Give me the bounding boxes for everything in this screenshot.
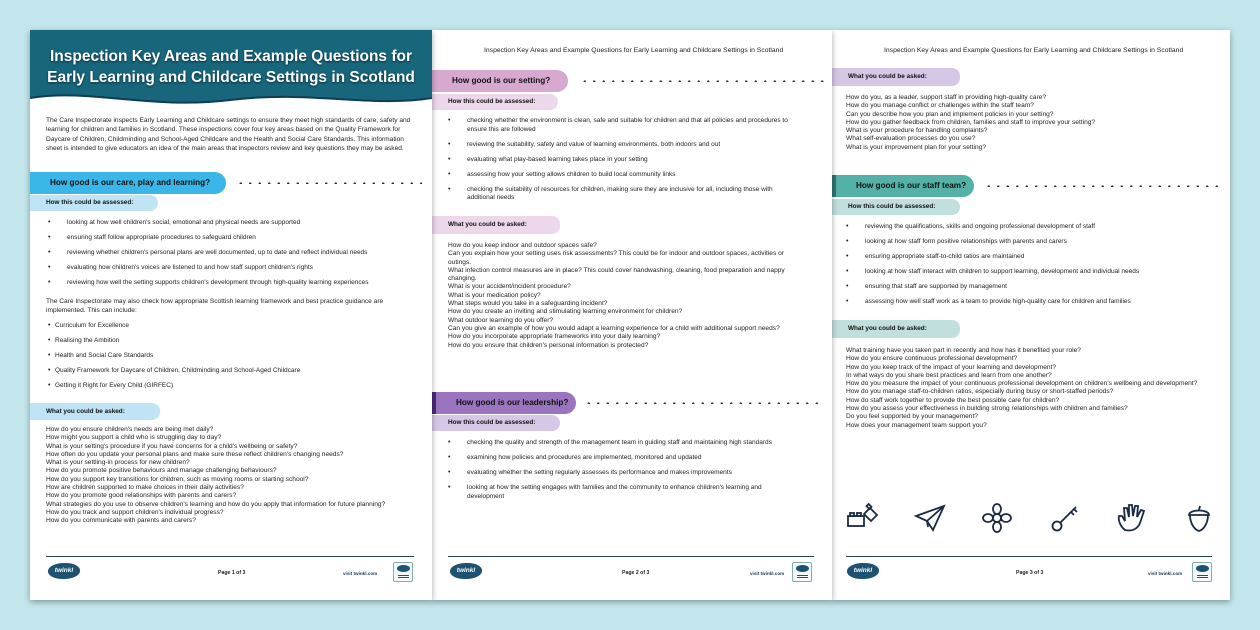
visit-link[interactable]: visit twinkl.com (750, 571, 785, 576)
key-icon (1048, 502, 1082, 534)
title-banner (30, 30, 432, 106)
assessed-list (438, 439, 778, 508)
list-item: • evaluating whether the setting regularly assesses its performance and makes improvements (438, 469, 778, 478)
question: How might you support a child who is struggling day to day? (46, 434, 222, 442)
question: How do you promote good relationships with parents and carers? (46, 492, 237, 500)
assessed-list (38, 219, 428, 294)
subheading-assessed: How this could be assessed: (30, 195, 158, 211)
subheading-asked: What you could be asked: (432, 216, 560, 234)
list-item: • looking at how staff form positive relationships with parents and carers (836, 238, 1216, 247)
question: How does your management team support you? (846, 421, 987, 429)
quality-badge-icon (1192, 562, 1212, 582)
document-page-2 (432, 30, 832, 600)
question: What is your settling-in process for new children? (46, 459, 190, 467)
section-heading-setting: How good is our setting? (432, 70, 568, 92)
page-number: Page 1 of 3 (218, 570, 246, 576)
section-heading-leadership: How good is our leadership? (432, 392, 576, 414)
question: How do staff work together to provide the best possible care for children? (846, 396, 1060, 404)
question: Can you describe how you plan and implement policies in your setting? (846, 110, 1054, 118)
document-page-1 (30, 30, 432, 600)
subheading-asked: What you could be asked: (832, 320, 960, 338)
document-title (30, 46, 432, 88)
question: How do you assess your effectiveness in building strong relationships with children and families? (846, 405, 1128, 413)
section-heading-staff-team: How good is our staff team? (832, 175, 974, 197)
question: How do you gather feedback from children, families and staff to improve your setting? (846, 118, 1096, 126)
list-item: • reviewing the suitability, safety and value of learning environments, both indoors and out (438, 141, 798, 150)
visit-link[interactable]: visit twinkl.com (1148, 571, 1183, 576)
list-item: • ensuring that staff are supported by management (836, 283, 1216, 292)
questions-list (846, 347, 1206, 430)
question: How do you ensure children's needs are being met daily? (46, 426, 214, 433)
question: What self-evaluation processes do you use? (846, 135, 976, 143)
question: How do you create an inviting and stimulating learning environment for children? (448, 308, 683, 316)
list-item: • ensuring appropriate staff-to-child ratios are maintained (836, 253, 1216, 262)
question: How often do you update your personal plans and make sure these reflect children's changing needs? (46, 450, 344, 458)
question: How do you, as a leader, support staff in providing high-quality care? (846, 94, 1047, 101)
question: How do you promote positive behaviours and manage challenging behaviours? (46, 467, 277, 475)
subheading-assessed: How this could be assessed: (832, 199, 960, 215)
list-item: • evaluating what play-based learning takes place in your setting (438, 156, 798, 165)
question: Can you explain how your setting uses risk assessments? This could be for indoor and outdoor spaces, activities or outings. (448, 250, 784, 266)
title-line-2: Early Learning and Childcare Settings in Scotland (47, 69, 415, 86)
intro-paragraph: The Care Inspectorate inspects Early Learning and Childcare settings to ensure they meet high standards of care, safety and learning for children and families in Scotland. These inspections cover four key areas based on the Quality Framework for Daycare of Children, Childminding and School-Aged Childcare and the Health and Social Care Standards. This information sheet is intended to give educators an idea of the main areas that inspectors review and key questions they may be asked. (46, 117, 411, 153)
question: Do you feel supported by your management? (846, 413, 978, 421)
list-item: • ensuring staff follow appropriate procedures to safeguard children (38, 234, 428, 243)
question: How do you measure the impact of your continuous professional development on children's wellbeing and development? (846, 380, 1198, 388)
questions-list (448, 242, 798, 350)
question: What strategies do you use to observe children's learning and how do you apply that information for future planning? (46, 500, 386, 508)
questions-list (846, 94, 1206, 152)
subheading-asked: What you could be asked: (30, 403, 160, 420)
question: How do you keep indoor and outdoor spaces safe? (448, 242, 597, 249)
question: How do you ensure continuous professional development? (846, 355, 1018, 363)
question: Can you give an example of how you would adapt a learning experience for a child with additional support needs? (448, 324, 780, 332)
question: How do you keep track of the impact of your learning and development? (846, 363, 1057, 371)
list-item: • reviewing how well the setting supports children's development through high-quality learning experiences (38, 279, 428, 288)
frameworks-list (38, 322, 418, 396)
twinkl-logo: twinkl (450, 563, 482, 579)
list-item: • Getting it Right for Every Child (GIRFEC) (38, 382, 418, 391)
quality-badge-icon (792, 562, 812, 582)
subheading-assessed: How this could be assessed: (432, 94, 558, 110)
running-header: Inspection Key Areas and Example Questions for Early Learning and Childcare Settings in Scotland (884, 47, 1184, 54)
subheading-asked: What you could be asked: (832, 68, 960, 86)
list-item: • Quality Framework for Daycare of Children, Childminding and School-Aged Childcare (38, 367, 418, 376)
subheading-assessed: How this could be assessed: (432, 415, 560, 431)
question: How are children supported to make choices in their daily activities? (46, 484, 244, 492)
page-number: Page 2 of 3 (622, 570, 650, 576)
footer-rule (846, 556, 1212, 557)
question: What steps would you take in a safeguarding incident? (448, 300, 608, 308)
banner-wave (30, 88, 432, 112)
visit-link[interactable]: visit twinkl.com (343, 571, 378, 576)
page-number: Page 3 of 3 (1016, 570, 1044, 576)
dotted-divider (984, 185, 1220, 187)
assessed-list (836, 223, 1216, 313)
twinkl-logo: twinkl (48, 563, 80, 579)
dotted-divider (584, 402, 824, 404)
document-page-3 (832, 30, 1230, 600)
question: What is your accident/incident procedure? (448, 283, 571, 291)
question: How do you ensure that children's personal information is protected? (448, 341, 649, 349)
list-item: • checking whether the environment is clean, safe and suitable for children and that all policies and procedures to ensure this are followed (438, 117, 798, 134)
question: What outdoor learning do you offer? (448, 316, 554, 324)
building-blocks-icon (846, 502, 880, 534)
list-item: • Realising the Ambition (38, 337, 418, 346)
dotted-divider (580, 80, 824, 82)
title-line-1: Inspection Key Areas and Example Questions for (49, 48, 413, 65)
list-item: • Curriculum for Excellence (38, 322, 418, 331)
list-item: • assessing how well staff work as a team to provide high-quality care for children and families (836, 298, 1216, 307)
list-item: • checking the suitability of resources for children, making sure they are inclusive for all, including those with additional needs (438, 186, 798, 203)
quality-badge-icon (393, 562, 413, 582)
question: How do you communicate with parents and carers? (46, 517, 196, 525)
question: How do you manage staff-to-children ratios, especially during busy or short-staffed periods? (846, 388, 1114, 396)
question: What infection control measures are in place? This could cover handwashing, cleaning, food preparation and nappy changing. (448, 266, 785, 283)
assessed-list (438, 117, 798, 209)
list-item: • looking at how well children's social, emotional and physical needs are supported (38, 219, 428, 228)
question: How do you manage conflict or challenges within the staff team? (846, 102, 1034, 110)
question: What is your medication policy? (448, 291, 541, 299)
footer-rule (448, 556, 814, 557)
decorative-icon-row (846, 502, 1216, 534)
list-item: • assessing how your setting allows children to build local community links (438, 171, 798, 180)
flower-icon (980, 502, 1014, 534)
section-heading-care-play-learning: How good is our care, play and learning? (30, 172, 226, 194)
list-item: • reviewing whether children's personal plans are well documented, up to date and reflect individual needs (38, 249, 428, 258)
footer-rule (46, 556, 414, 557)
questions-list (46, 426, 406, 526)
question: What is your setting's procedure if you have concerns for a child's wellbeing or safety? (46, 442, 298, 450)
question: How do you track and support children's individual progress? (46, 508, 224, 516)
paper-plane-icon (913, 502, 947, 534)
question: What is your improvement plan for your setting? (846, 143, 986, 151)
list-item: • Health and Social Care Standards (38, 352, 418, 361)
list-item: • looking at how staff interact with children to support learning, development and individual needs (836, 268, 1216, 277)
list-item: • reviewing the qualifications, skills and ongoing professional development of staff (836, 223, 1216, 232)
question: What is your procedure for handling complaints? (846, 127, 988, 135)
list-item: • looking at how the setting engages with families and the community to enhance children's learning and development (438, 484, 778, 501)
list-item: • evaluating how children's voices are listened to and how staff support children's rights (38, 264, 428, 273)
acorn-icon (1182, 502, 1216, 534)
list-item: • examining how policies and procedures are implemented, monitored and updated (438, 454, 778, 463)
hand-icon (1115, 502, 1149, 534)
running-header: Inspection Key Areas and Example Questions for Early Learning and Childcare Settings in Scotland (484, 47, 784, 54)
question: How do you incorporate appropriate frameworks into your daily learning? (448, 333, 661, 341)
dotted-divider (236, 182, 422, 184)
question: How do you support key transitions for children, such as moving rooms or starting school? (46, 475, 309, 483)
question: What training have you taken part in recently and how has it benefited your role? (846, 347, 1081, 354)
question: In what ways do you share best practices and learn from one another? (846, 371, 1052, 379)
framework-paragraph: The Care Inspectorate may also check how appropriate Scottish learning framework and best practice guidance are implemented. This can include: (46, 298, 384, 314)
list-item: • checking the quality and strength of the management team in guiding staff and maintaining high standards (438, 439, 778, 448)
twinkl-logo: twinkl (847, 563, 879, 579)
